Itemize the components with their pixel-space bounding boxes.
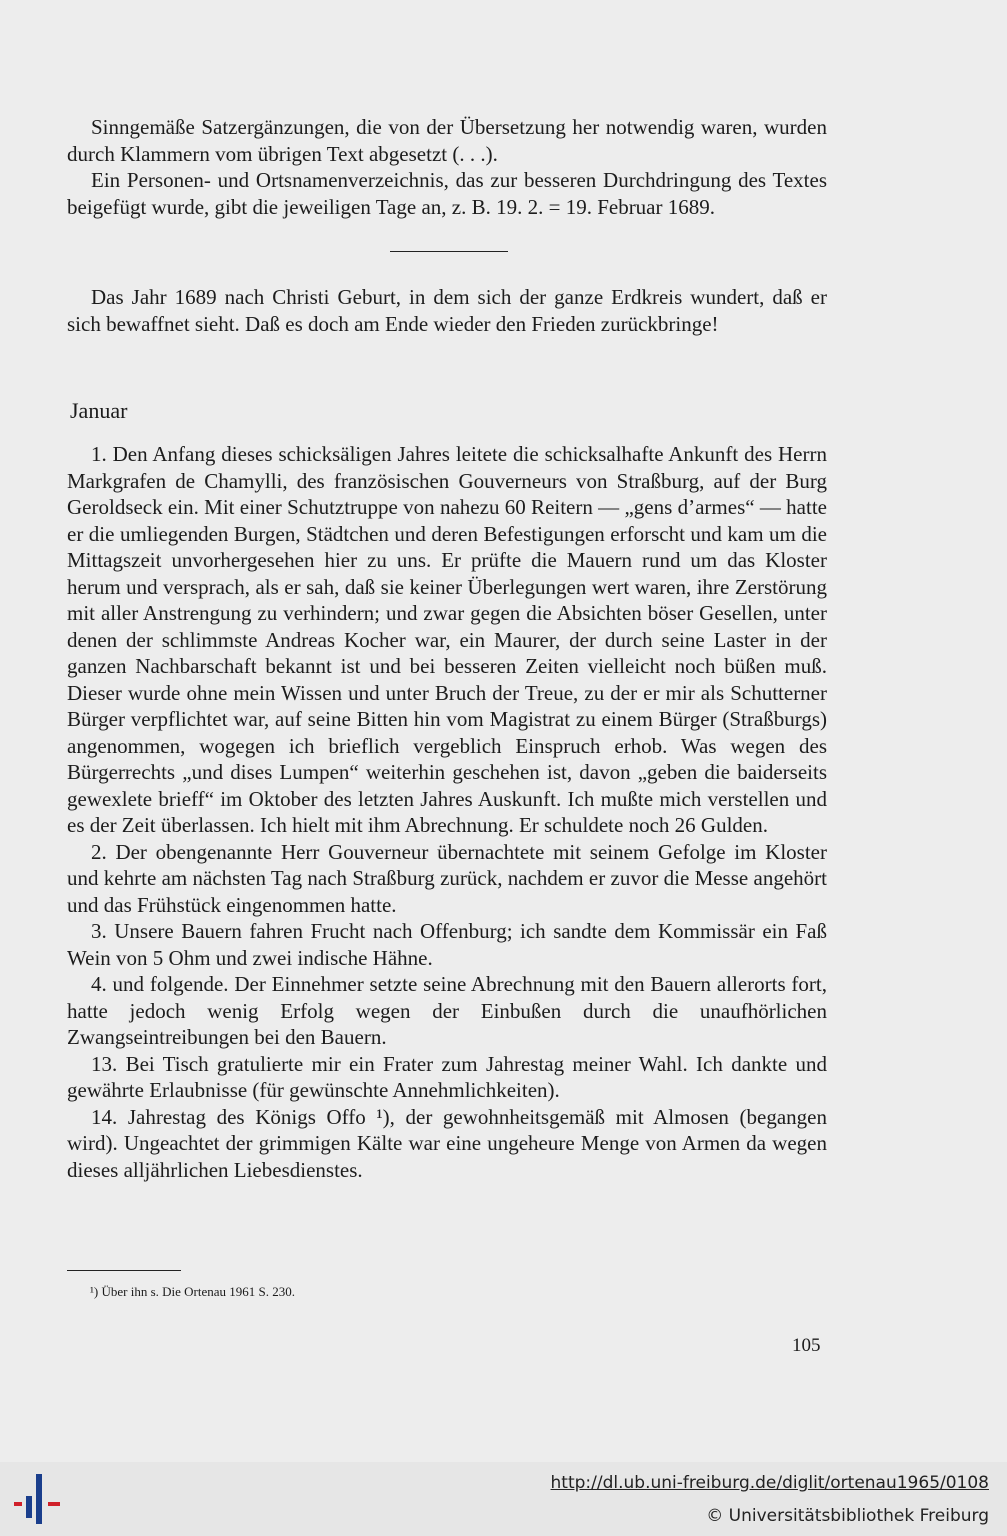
intro-block: [67, 114, 827, 220]
intro-paragraph-2: Ein Personen- und Ortsnamenverzeichnis, das zur besseren Durchdringung des Textes beigefügt wurde, gibt die jeweiligen Tage an, z. B. 19. 2. = 19. Februar 1689.: [67, 168, 827, 219]
footnote-divider: [67, 1270, 181, 1271]
preface-paragraph: Das Jahr 1689 nach Christi Geburt, in dem sich der ganze Erdkreis wundert, daß er sich bewaffnet sieht. Daß es doch am Ende wieder den Frieden zurückbringe!: [67, 285, 827, 336]
diary-entry: 3. Unsere Bauern fahren Frucht nach Offenburg; ich sandte dem Kommissär ein Faß Wein von 5 Ohm und zwei indische Hähne.: [67, 919, 827, 970]
diary-entry: 2. Der obengenannte Herr Gouverneur übernachtete mit seinem Gefolge im Kloster und kehrte am nächsten Tag nach Straßburg zurück, nachdem er zuvor die Messe angehört und das Frühstück eingenommen hatte.: [67, 839, 827, 917]
library-logo-icon: [14, 1474, 64, 1524]
diary-entry: 13. Bei Tisch gratulierte mir ein Frater zum Jahrestag meiner Wahl. Ich dankte und gewährte Erlaubnisse (für gewünschte Annehmlichkeiten).: [67, 1051, 827, 1102]
copyright-text: © Universitätsbibliothek Freiburg: [706, 1506, 989, 1526]
section-divider: [390, 251, 508, 252]
permalink-link[interactable]: http://dl.ub.uni-freiburg.de/diglit/ortenau1965/0108: [550, 1473, 989, 1493]
intro-paragraph-1: Sinngemäße Satzergänzungen, die von der Übersetzung her notwendig waren, wurden durch Klammern vom übrigen Text abgesetzt (. . .).: [67, 115, 827, 166]
diary-entry: 14. Jahrestag des Königs Offo ¹), der gewohnheitsgemäß mit Almosen (begangen wird). Ungeachtet der grimmigen Kälte war eine ungeheure Menge von Armen da wegen dieses alljährlichen Liebesdienstes.: [67, 1104, 827, 1182]
library-footer: [0, 1462, 1007, 1536]
section-heading: Januar: [70, 398, 128, 423]
page-number: 105: [792, 1335, 821, 1356]
diary-entry: 4. und folgende. Der Einnehmer setzte seine Abrechnung mit den Bauern allerorts fort, hatte jedoch wenig Erfolg wegen der Einbußen durch die unaufhörlichen Zwangseintreibungen bei den Bauern.: [67, 972, 827, 1049]
footnote: ¹) Über ihn s. Die Ortenau 1961 S. 230.: [90, 1284, 296, 1299]
preface-block: [67, 284, 827, 337]
diary-entries: [67, 441, 827, 1183]
diary-entry: 1. Den Anfang dieses schicksäligen Jahres leitete die schicksalhafte Ankunft des Herrn Markgrafen de Chamylli, des französischen Gouverneurs von Straßburg, auf der Burg Geroldseck ein. Mit einer Schutztruppe von nahezu 60 Reitern — „gens d’armes“ — hatte er die umliegenden Burgen, Städtchen und deren Befestigungen erforscht und kam um die Mittagszeit unvorhergesehen hier zu uns. Er prüfte die Mauern rund um das Kloster herum und versprach, als er sah, daß sie keiner Überlegungen wert waren, ihre Zerstörung mit aller Anstrengung zu verhindern; und zwar gegen die Absichten böser Gesellen, unter denen der schlimmste Andreas Kocher war, ein Maurer, der durch seine Laster in der ganzen Nachbarschaft bekannt ist und bei besseren Zeiten vielleicht noch büßen muß. Dieser wurde ohne mein Wissen und unter Bruch der Treue, zu der er mir als Schutterner Bürger verpflichtet war, auf seine Bitten hin vom Magistrat zu einem Bürger (Straßburgs) angenommen, wogegen ich brieflich vergeblich Einspruch erhob. Was wegen des Bürgerrechts „und dises Lumpen“ weiterhin geschehen ist, davon „geben die baiderseits gewexlete brieff“ im Oktober des letzten Jahres Auskunft. Ich mußte mich verstellen und es der Zeit überlassen. Ich hielt mit ihm Abrechnung. Er schuldete noch 26 Gulden.: [67, 442, 827, 837]
